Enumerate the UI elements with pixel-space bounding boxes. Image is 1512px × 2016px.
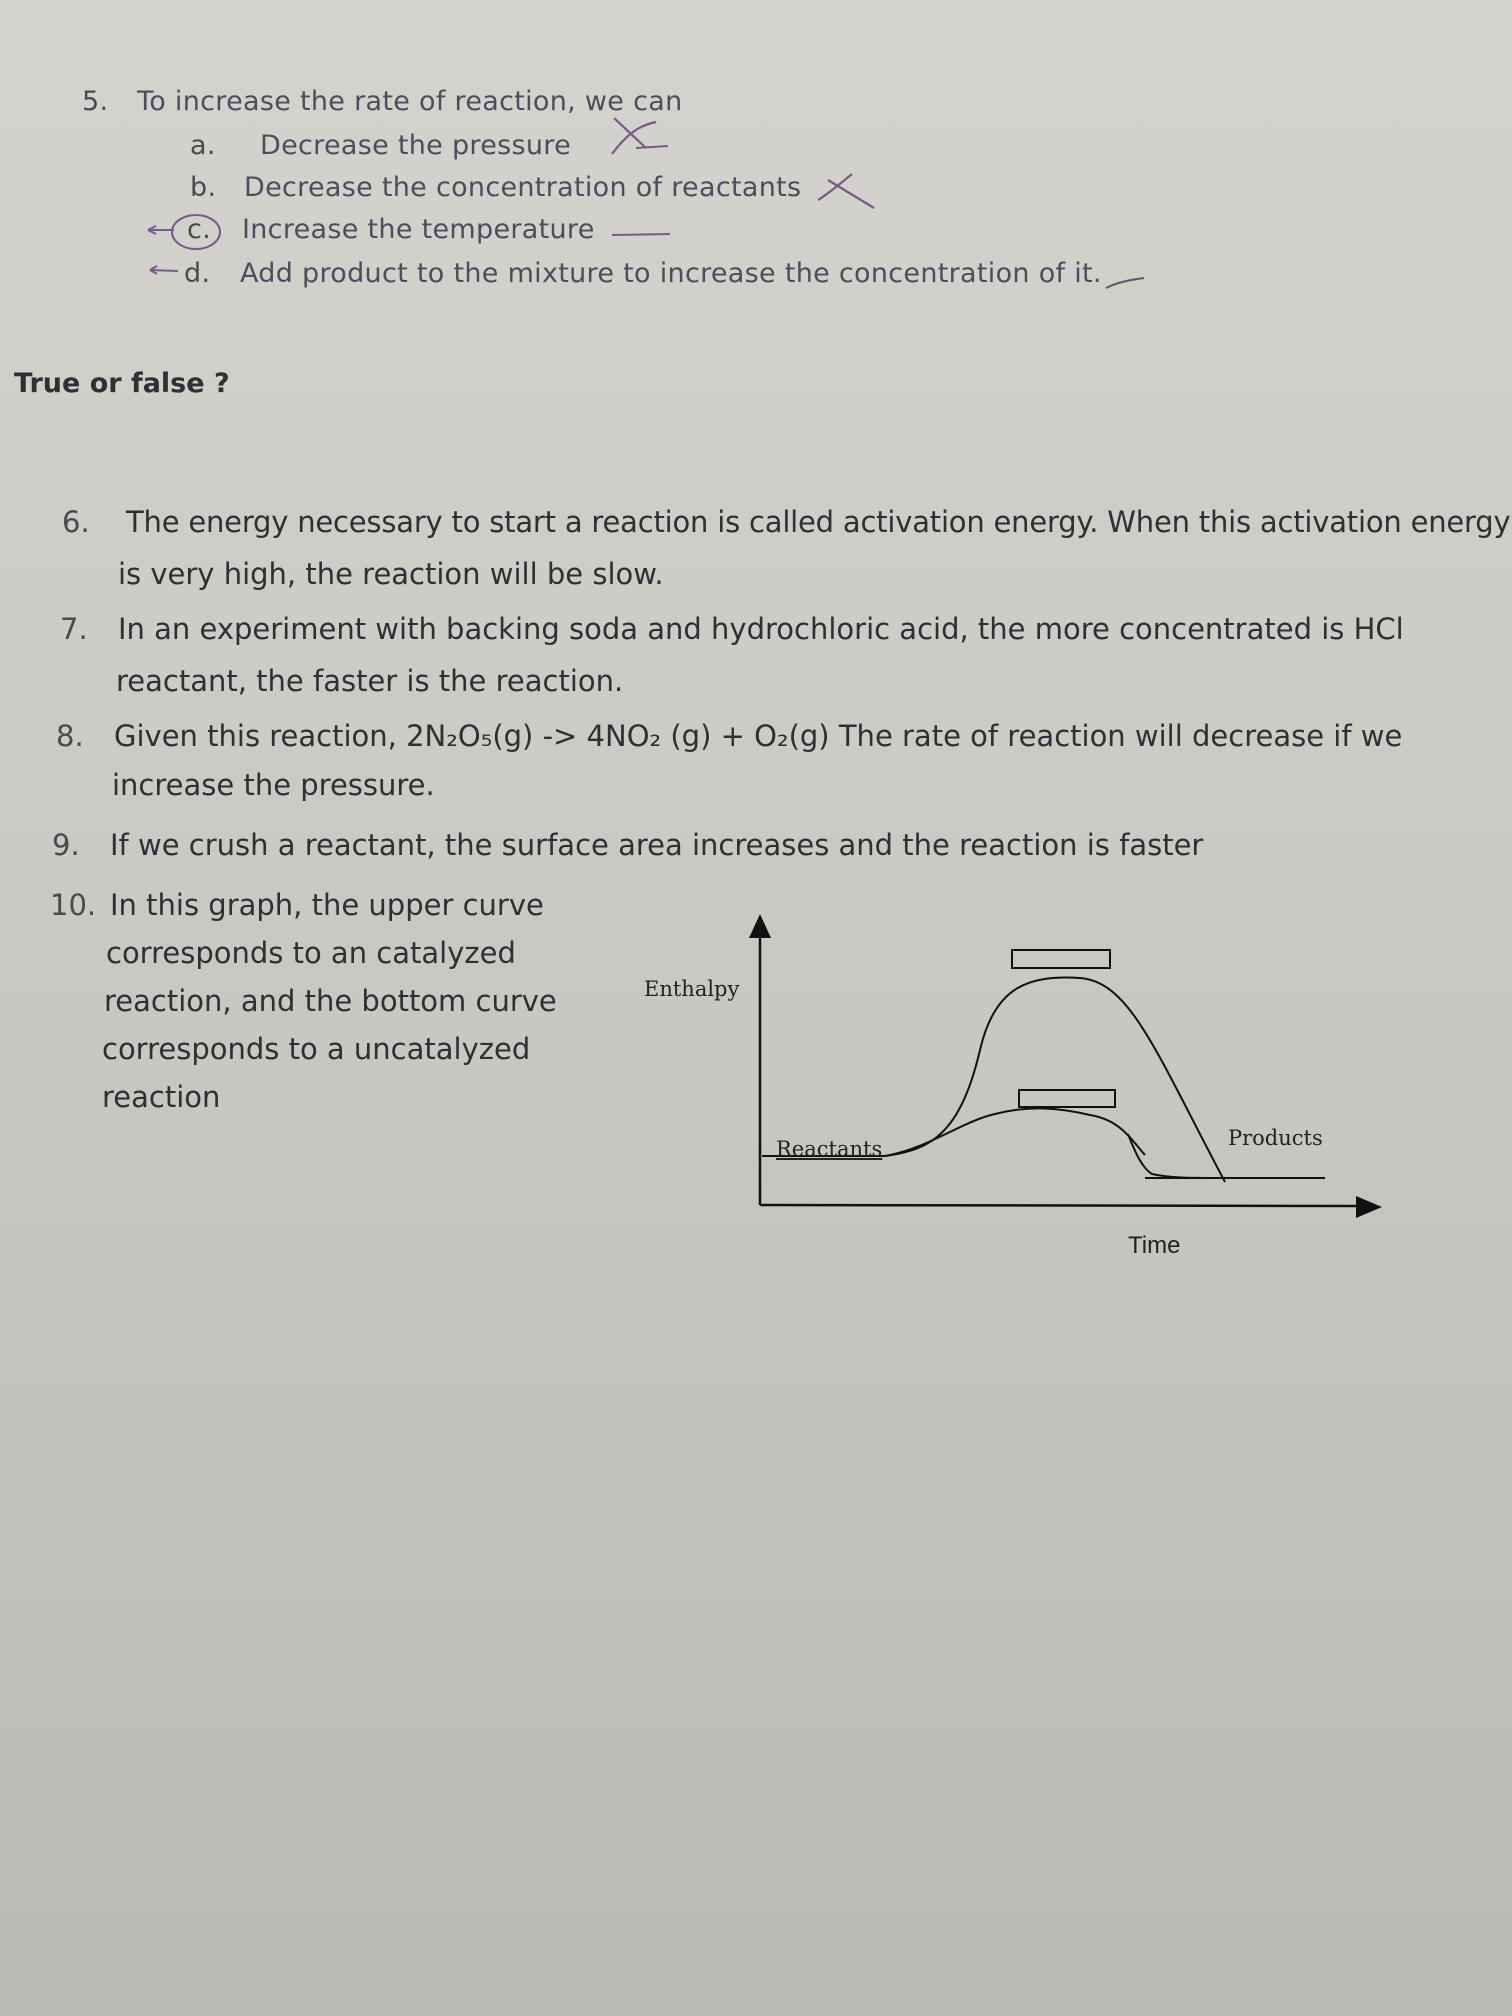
pen-arrow-mark-d [146,262,186,278]
statement-text-line: reaction [102,1080,221,1114]
statement-number: 8. [56,719,84,753]
statement-number: 9. [52,828,80,862]
pen-circle-mark-c [142,208,232,254]
option-text-a: Decrease the pressure [260,130,571,161]
option-letter-d: d. [184,258,211,289]
x-axis-label: Time [1128,1232,1181,1259]
statement-number: 7. [60,612,88,646]
statement-text-line: corresponds to a uncatalyzed [102,1032,531,1066]
products-label: Products [1228,1126,1323,1150]
statement-text-line: corresponds to an catalyzed [106,936,516,970]
pen-x-mark-a [606,112,676,160]
statement-text-line1: Given this reaction, 2N₂O₅(g) -> 4NO₂ (g) + O₂(g) The rate of reaction will decrease if we [114,719,1403,753]
x-axis-arrowhead [1356,1196,1382,1218]
statement-text-line2: increase the pressure. [112,768,435,802]
option-text-d: Add product to the mixture to increase the concentration of it. [240,258,1102,289]
statement-text-line1: In an experiment with backing soda and hydrochloric acid, the more concentrated is HCl [118,612,1404,646]
option-letter-c: c. [187,214,212,245]
question-text: To increase the rate of reaction, we can [137,86,683,117]
pen-x-mark-b [816,170,878,212]
option-text-c: Increase the temperature [242,214,595,245]
y-axis-arrowhead [749,914,771,938]
upper-curve [885,978,1225,1182]
answer-box-lower [1019,1090,1115,1107]
answer-box-upper [1012,950,1110,968]
energy-diagram [640,900,1400,1280]
section-heading: True or false ? [14,368,230,399]
statement-number: 10. [50,888,97,922]
lower-curve [885,1108,1145,1156]
lower-curve-tail [1128,1134,1220,1178]
statement-text-line: reaction, and the bottom curve [104,984,557,1018]
y-axis-label: Enthalpy [644,977,740,1001]
question-number: 5. [82,86,109,117]
statement-text-line1: The energy necessary to start a reaction is called activation energy. When this activation energy [126,505,1511,539]
pen-dash-mark-c [610,228,674,242]
option-text-b: Decrease the concentration of reactants [244,172,802,203]
statement-text-line1: If we crush a reactant, the surface area increases and the reaction is faster [110,828,1204,862]
option-letter-a: a. [190,130,216,161]
statement-number: 6. [62,505,90,539]
statement-text-line2: is very high, the reaction will be slow. [118,557,664,591]
reactants-label: Reactants [776,1137,883,1161]
pen-dash-mark-d [1104,272,1148,292]
option-letter-b: b. [190,172,217,203]
statement-text-line: In this graph, the upper curve [110,888,544,922]
statement-text-line2: reactant, the faster is the reaction. [116,664,624,698]
x-axis [760,1205,1360,1206]
